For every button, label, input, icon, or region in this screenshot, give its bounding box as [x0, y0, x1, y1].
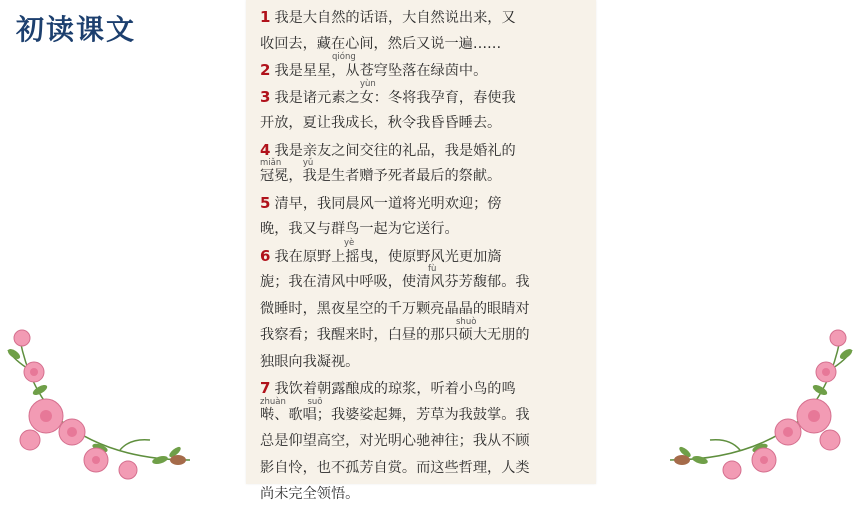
text-line	[260, 455, 590, 482]
line-text: 收回去，藏在心间，然后又说一遍……	[260, 35, 502, 52]
text-line	[260, 264, 590, 296]
text-line	[260, 396, 590, 429]
pinyin-annotation: yùn	[360, 78, 376, 89]
line-text: 我是大自然的话语，大自然说出来，又	[274, 10, 516, 26]
line-text: 我在原野上摇曳，使原野风光更加旖	[274, 248, 502, 265]
text-line	[260, 317, 590, 349]
pinyin-annotation: miǎn yǔ	[260, 158, 314, 168]
pinyin-annotation: yè	[344, 237, 355, 248]
line-text: 冠冕，我是生者赠予死者最后的祭献。	[260, 168, 502, 184]
text-line	[260, 237, 590, 270]
line-text: 开放，夏让我成长，秋令我昏昏睡去。	[260, 115, 502, 131]
line-text: 旎；我在清风中呼吸，使清风芬芳馥郁。我	[260, 274, 530, 290]
text-line	[260, 216, 590, 243]
line-text: 我是诸元素之女：冬将我孕育，春使我	[274, 89, 516, 106]
line-text: 尚未完全领悟。	[260, 486, 360, 502]
line-text: 清早，我同晨风一道将光明欢迎；傍	[274, 195, 502, 212]
text-line	[260, 52, 590, 84]
text-body	[260, 4, 590, 508]
pinyin-annotation: qióng	[332, 52, 356, 62]
paragraph-number: 5	[260, 193, 271, 212]
line-text: 我饮着朝露酿成的琼浆，听着小鸟的鸣	[274, 381, 516, 397]
paragraph-number: 3	[260, 87, 271, 106]
pinyin-annotation: zhuàn suō	[260, 396, 323, 407]
line-text: 影自怜，也不孤芳自赏。而这些哲理，人类	[260, 459, 530, 476]
paragraph-number: 4	[260, 140, 271, 159]
paragraph-number: 1	[260, 8, 271, 26]
line-text: 总是仰望高空，对光明心驰神往；我从不顾	[260, 433, 530, 449]
pinyin-annotation: fù	[428, 264, 437, 274]
paragraph-number: 6	[260, 246, 271, 265]
text-line	[260, 158, 590, 190]
line-text: 独眼向我凝视。	[260, 353, 360, 370]
line-text: 啭、歌唱；我婆娑起舞，芳草为我鼓掌。我	[260, 406, 530, 423]
text-line	[260, 4, 590, 31]
line-text: 我是亲友之间交往的礼品，我是婚礼的	[274, 142, 516, 159]
pinyin-annotation: shuò	[456, 317, 477, 327]
flower-decoration-left	[0, 320, 200, 484]
text-line	[260, 78, 590, 111]
line-text: 晚，我又与群鸟一起为它送行。	[260, 221, 459, 237]
paragraph-number: 2	[260, 61, 271, 79]
text-line	[260, 110, 590, 137]
line-text: 我是星星，从苍穹坠落在绿茵中。	[274, 63, 488, 79]
text-line	[260, 31, 590, 58]
text-line	[260, 296, 590, 323]
text-line	[260, 349, 590, 376]
flower-decoration-right	[660, 320, 860, 484]
text-line	[260, 428, 590, 455]
paragraph-number: 7	[260, 379, 271, 397]
line-text: 微睡时，黑夜星空的千万颗亮晶晶的眼睛对	[260, 300, 530, 317]
text-line	[260, 481, 590, 508]
text-line	[260, 190, 590, 217]
page-title: 初读课文	[16, 13, 137, 46]
line-text: 我察看；我醒来时，白昼的那只硕大无朋的	[260, 327, 530, 343]
